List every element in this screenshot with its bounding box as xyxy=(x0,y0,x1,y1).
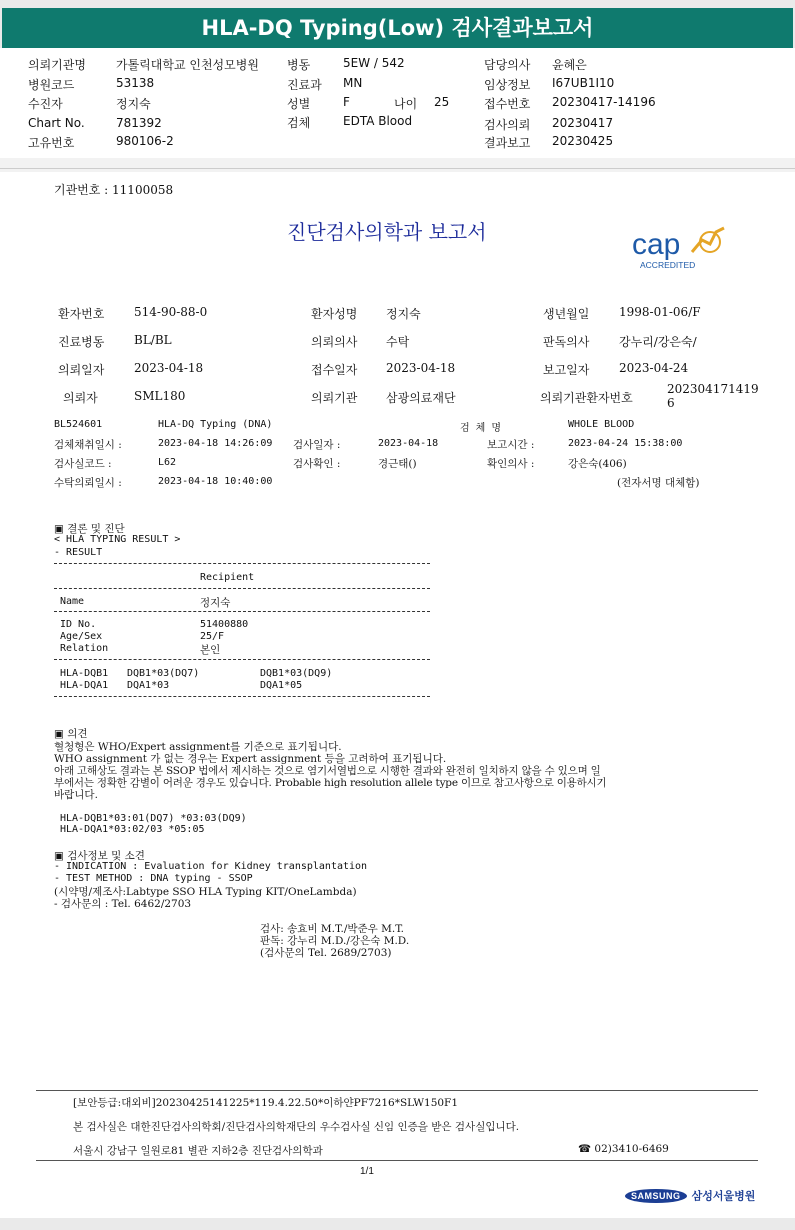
agesex-value: 25/F xyxy=(200,631,225,642)
header-value: EDTA Blood xyxy=(343,114,413,128)
patient-label: 접수일자 xyxy=(311,363,358,377)
patient-value: 수탁 xyxy=(386,335,410,349)
patient-label: 의뢰일자 xyxy=(58,363,105,377)
patient-value: 2023-04-18 xyxy=(134,361,204,375)
bottom-band xyxy=(0,1218,795,1230)
testinfo-line: (시약명/제조사:Labtype SSO HLA Typing KIT/OneLambda) xyxy=(54,886,357,898)
header-label: 나이 xyxy=(394,97,418,111)
patient-label: 보고일자 xyxy=(543,363,590,377)
patient-value: 강누리/강은숙/ xyxy=(619,335,697,349)
header-value: 25 xyxy=(434,95,450,109)
testinfo-line: - TEST METHOD : DNA typing - SSOP xyxy=(54,873,253,884)
header-label: 접수번호 xyxy=(484,97,531,111)
table-rule xyxy=(54,588,430,589)
header-value: F xyxy=(343,95,350,109)
header-label: 고유번호 xyxy=(28,136,75,150)
meta-label: 검사일자 : xyxy=(293,439,341,451)
header-value: 가톨릭대학교 인천성모병원 xyxy=(116,58,259,72)
test-code: BL524601 xyxy=(54,419,103,430)
patient-label: 생년월일 xyxy=(543,307,590,321)
section-separator xyxy=(0,158,795,172)
samsung-hospital-logo xyxy=(625,1185,755,1205)
name-value: 정지숙 xyxy=(200,597,231,609)
name-label: Name xyxy=(60,596,85,607)
patient-label: 의뢰기관환자번호 xyxy=(540,391,633,405)
specimen-label: 검 체 명 xyxy=(460,423,502,434)
dqb1-allele-2: DQB1*03(DQ9) xyxy=(260,668,333,679)
meta-value: L62 xyxy=(158,457,177,468)
header-value: 20230425 xyxy=(552,134,614,148)
recipient-header: Recipient xyxy=(200,572,255,583)
patient-label: 의뢰의사 xyxy=(311,335,358,349)
dqb1-label: HLA-DQB1 xyxy=(60,668,109,679)
footer-rule xyxy=(36,1090,758,1091)
patient-value: 202304171419 xyxy=(667,382,759,396)
dqb1-allele-1: DQB1*03(DQ7) xyxy=(127,668,200,679)
opinion-heading: ▣ 의견 xyxy=(54,728,88,740)
cap-accredited-logo xyxy=(632,226,732,270)
header-value: 53138 xyxy=(116,76,155,90)
table-rule xyxy=(54,611,430,612)
header-label: 결과보고 xyxy=(484,136,531,150)
patient-value: 1998-01-06/F xyxy=(619,305,701,319)
opinion-line: WHO assignment 가 없는 경우는 Expert assignment 등을 고려하여 표기됩니다. xyxy=(54,753,447,765)
header-label: 병동 xyxy=(287,58,311,72)
cap-accredited-text: ACCREDITED xyxy=(640,260,696,270)
page-number: 1/1 xyxy=(360,1166,374,1177)
patient-label: 의뢰자 xyxy=(63,391,98,405)
electronic-signature-note: (전자서명 대체함) xyxy=(617,477,700,489)
meta-value: 2023-04-18 14:26:09 xyxy=(158,438,273,449)
section-divider xyxy=(0,168,795,169)
header-value: 781392 xyxy=(116,116,162,130)
testinfo-heading: ▣ 검사정보 및 소견 xyxy=(54,850,145,862)
header-label: 담당의사 xyxy=(484,58,531,72)
patient-value: 삼광의료재단 xyxy=(386,391,456,405)
result-subheading: - RESULT xyxy=(54,547,103,558)
table-rule xyxy=(54,659,430,660)
result-subheading: < HLA TYPING RESULT > xyxy=(54,534,181,545)
high-resolution-dqb1: HLA-DQB1*03:01(DQ7) *03:03(DQ9) xyxy=(60,813,247,824)
meta-label: 검체채취일시 : xyxy=(54,439,122,451)
patient-label: 의뢰기관 xyxy=(311,391,358,405)
header-value: MN xyxy=(343,76,363,90)
meta-value: 2023-04-24 15:38:00 xyxy=(568,438,683,449)
signature-line: 판독: 강누리 M.D./강은숙 M.D. xyxy=(260,935,410,947)
meta-label: 확인의사 : xyxy=(487,458,535,470)
header-label: 검체 xyxy=(287,116,311,130)
header-value: 5EW / 542 xyxy=(343,56,405,70)
certification-note: 본 검사실은 대한진단검사의학회/진단검사의학재단의 우수검사실 신임 인증을 받은 검사실입니다. xyxy=(73,1121,520,1133)
institution-number: 기관번호 : 11100058 xyxy=(54,183,174,197)
relation-value: 본인 xyxy=(200,644,221,656)
result-heading: ▣ 결론 및 진단 xyxy=(54,523,125,535)
dqa1-allele-1: DQA1*03 xyxy=(127,680,170,691)
meta-value: 강은숙(406) xyxy=(568,458,627,470)
patient-value: 2023-04-24 xyxy=(619,361,689,375)
relation-label: Relation xyxy=(60,643,109,654)
id-value: 51400880 xyxy=(200,619,249,630)
high-resolution-dqa1: HLA-DQA1*03:02/03 *05:05 xyxy=(60,824,205,835)
signature-line: (검사문의 Tel. 2689/2703) xyxy=(260,947,392,959)
opinion-line: 부에서는 정확한 감별이 어려운 경우도 있습니다. Probable high resolution allele type 이므로 참고사항으로 이용하시기 xyxy=(54,777,607,789)
header-value: I67UB1I10 xyxy=(552,76,615,90)
report-title-bar: HLA-DQ Typing(Low) 검사결과보고서 xyxy=(2,8,793,48)
header-label: 병원코드 xyxy=(28,78,75,92)
footer-rule xyxy=(36,1160,758,1161)
id-label: ID No. xyxy=(60,619,97,630)
patient-value: 정지숙 xyxy=(386,307,421,321)
header-label: 진료과 xyxy=(287,78,322,92)
dqa1-label: HLA-DQA1 xyxy=(60,680,109,691)
agesex-label: Age/Sex xyxy=(60,631,103,642)
table-rule xyxy=(54,696,430,697)
table-rule xyxy=(54,563,430,564)
opinion-line: 혈청형은 WHO/Expert assignment를 기준으로 표기됩니다. xyxy=(54,741,342,753)
header-label: 의뢰기관명 xyxy=(28,58,86,72)
patient-value: BL/BL xyxy=(134,333,172,347)
lab-phone: ☎ 02)3410-6469 xyxy=(578,1143,669,1155)
header-label: 임상정보 xyxy=(484,78,531,92)
opinion-line: 바랍니다. xyxy=(54,789,98,801)
header-value: 정지숙 xyxy=(116,97,151,111)
header-value: 윤혜은 xyxy=(552,58,587,72)
patient-value: SML180 xyxy=(134,389,186,403)
header-label: 성별 xyxy=(287,97,311,111)
testinfo-line: - INDICATION : Evaluation for Kidney transplantation xyxy=(54,861,368,872)
meta-value: 2023-04-18 10:40:00 xyxy=(158,476,273,487)
meta-value: 경근태() xyxy=(378,458,417,470)
header-label: 검사의뢰 xyxy=(484,118,531,132)
cap-logo-text: cap xyxy=(632,228,681,261)
header-label: Chart No. xyxy=(28,116,85,130)
header-value: 20230417 xyxy=(552,116,614,130)
meta-value: 2023-04-18 xyxy=(378,438,439,449)
meta-label: 수탁의뢰일시 : xyxy=(54,477,122,489)
testinfo-line: - 검사문의 : Tel. 6462/2703 xyxy=(54,898,192,910)
patient-label: 진료병동 xyxy=(58,335,105,349)
header-label: 수진자 xyxy=(28,97,63,111)
lab-report-title: 진단검사의학과 보고서 xyxy=(287,220,487,244)
dqa1-allele-2: DQA1*05 xyxy=(260,680,303,691)
meta-label: 검사실코드 : xyxy=(54,458,112,470)
meta-label: 보고시간 : xyxy=(487,439,535,451)
specimen-value: WHOLE BLOOD xyxy=(568,419,635,430)
test-name: HLA-DQ Typing (DNA) xyxy=(158,419,273,430)
samsung-wordmark: SAMSUNG xyxy=(625,1189,687,1203)
security-line: [보안등급:대외비]20230425141225*119.4.22.50*이하얀PF7216*SLW150F1 xyxy=(73,1097,459,1109)
header-value: 20230417-14196 xyxy=(552,95,656,109)
signature-line: 검사: 송효비 M.T./박준우 M.T. xyxy=(260,923,405,935)
lab-address: 서울시 강남구 일원로81 별관 지하2층 진단검사의학과 xyxy=(73,1145,323,1157)
patient-label: 판독의사 xyxy=(543,335,590,349)
patient-label: 환자성명 xyxy=(311,307,358,321)
header-value: 980106-2 xyxy=(116,134,174,148)
opinion-line: 아래 고해상도 결과는 본 SSOP 법에서 제시하는 것으로 염기서열법으로 시행한 결과와 완전히 일치하지 않을 수 있으며 일 xyxy=(54,765,601,777)
patient-label: 환자번호 xyxy=(58,307,105,321)
patient-value: 514-90-88-0 xyxy=(134,305,208,319)
meta-label: 검사확인 : xyxy=(293,458,341,470)
patient-value: 2023-04-18 xyxy=(386,361,456,375)
patient-value-wrap: 6 xyxy=(667,396,675,410)
hospital-name: 삼성서울병원 xyxy=(691,1189,756,1203)
